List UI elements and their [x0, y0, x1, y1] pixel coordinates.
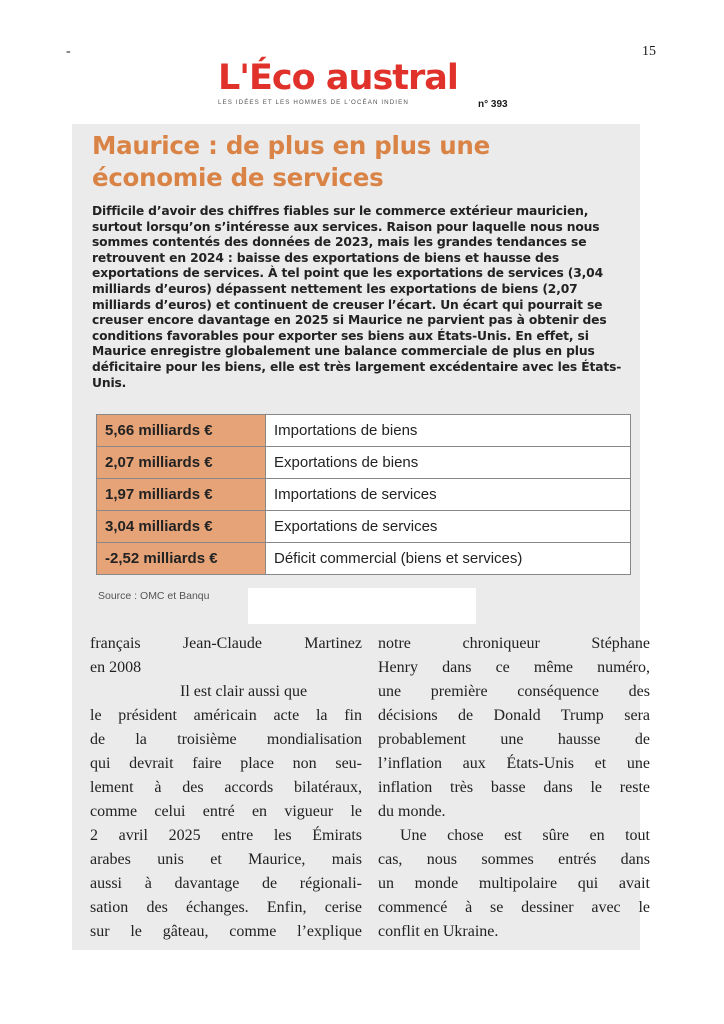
body-line: notre chroniqueur Stéphane: [378, 635, 650, 652]
body-line: aussi à davantage de régionali-: [90, 875, 362, 892]
masthead: [218, 58, 458, 106]
body-line: en 2008: [90, 659, 142, 676]
body-column-right: [378, 632, 650, 944]
article-clipping: [72, 124, 650, 950]
table-value: -2,52 milliards €: [97, 543, 266, 575]
body-line: cas, nous sommes entrés dans: [378, 851, 650, 868]
body-line: commencé à se dessiner avec le: [378, 899, 650, 916]
article-lead: Difficile d’avoir des chiffres fiables sur le commerce extérieur mauricien, surtout lorsqu’on s’intéresse aux services. Raison pour laquelle nous nous sommes contentés des données de 2023, mais les grandes tendances se retrouvent en 2024 : baisse des exportations de biens et hausse des exportations de services. À tel point que les exportations de services (3,04 milliards d’euros) dépassent nettement les exportations de biens (2,07 milliards d’euros) et continuent de creuser l’écart. Un écart qui pourrait se creuser encore davantage en 2025 si Maurice ne parvient pas à obtenir des conditions favorables pour exporter ses biens aux États-Unis. En effet, si Maurice enregistre globalement une balance commerciale de plus en plus déficitaire pour les biens, elle est très largement excédentaire avec les États-Unis.: [92, 204, 622, 390]
table-label: Déficit commercial (biens et services): [266, 543, 631, 575]
body-line: lement à des accords bilatéraux,: [90, 779, 362, 796]
body-line: sur le gâteau, comme l’explique: [90, 923, 362, 940]
body-line: Il est clair aussi que: [180, 683, 308, 700]
table-row: [97, 543, 631, 575]
redaction-box: [248, 588, 476, 624]
table-row: [97, 447, 631, 479]
body-line: comme celui entré en vigueur le: [90, 803, 362, 820]
table-row: [97, 479, 631, 511]
page-number: 15: [642, 44, 656, 59]
table-row: [97, 511, 631, 543]
body-line: une première conséquence des: [378, 683, 650, 700]
table-row: [97, 415, 631, 447]
page-corner-mark: -: [66, 44, 71, 59]
table-label: Importations de services: [266, 479, 631, 511]
body-line: français Jean-Claude Martinez: [90, 635, 362, 652]
table-source: Source : OMC et Banqu: [98, 590, 210, 602]
headline-line-1: Maurice : de plus en plus une: [92, 131, 490, 160]
table-value: 5,66 milliards €: [97, 415, 266, 447]
body-line: probablement une hausse de: [378, 731, 650, 748]
table-label: Importations de biens: [266, 415, 631, 447]
article-headline: [92, 130, 632, 194]
body-line: du monde.: [378, 803, 446, 820]
body-line: Henry dans ce même numéro,: [378, 659, 650, 676]
body-line: l’inflation aux États-Unis et une: [378, 755, 650, 772]
brand-logo: L'Éco austral: [218, 58, 458, 98]
table-value: 3,04 milliards €: [97, 511, 266, 543]
body-line: décisions de Donald Trump sera: [378, 707, 650, 724]
body-column-left: [90, 632, 362, 944]
table-value: 2,07 milliards €: [97, 447, 266, 479]
body-line: Une chose est sûre en tout: [400, 827, 650, 844]
trade-figures-table: [96, 414, 631, 575]
headline-line-2: économie de services: [92, 163, 384, 192]
brand-tagline: LES IDÉES ET LES HOMMES DE L'OCÉAN INDIEN: [218, 99, 409, 106]
table-label: Exportations de biens: [266, 447, 631, 479]
body-line: le président américain acte la fin: [90, 707, 362, 724]
issue-number: n° 393: [478, 99, 508, 110]
table-value: 1,97 milliards €: [97, 479, 266, 511]
table-label: Exportations de services: [266, 511, 631, 543]
body-line: arabes unis et Maurice, mais: [90, 851, 362, 868]
body-line: qui devrait faire place non seu-: [90, 755, 362, 772]
body-line: un monde multipolaire qui avait: [378, 875, 650, 892]
body-line: de la troisième mondialisation: [90, 731, 362, 748]
body-line: conflit en Ukraine.: [378, 923, 499, 940]
body-line: 2 avril 2025 entre les Émirats: [90, 827, 362, 844]
body-line: inflation très basse dans le reste: [378, 779, 650, 796]
body-line: sation des échanges. Enfin, cerise: [90, 899, 362, 916]
